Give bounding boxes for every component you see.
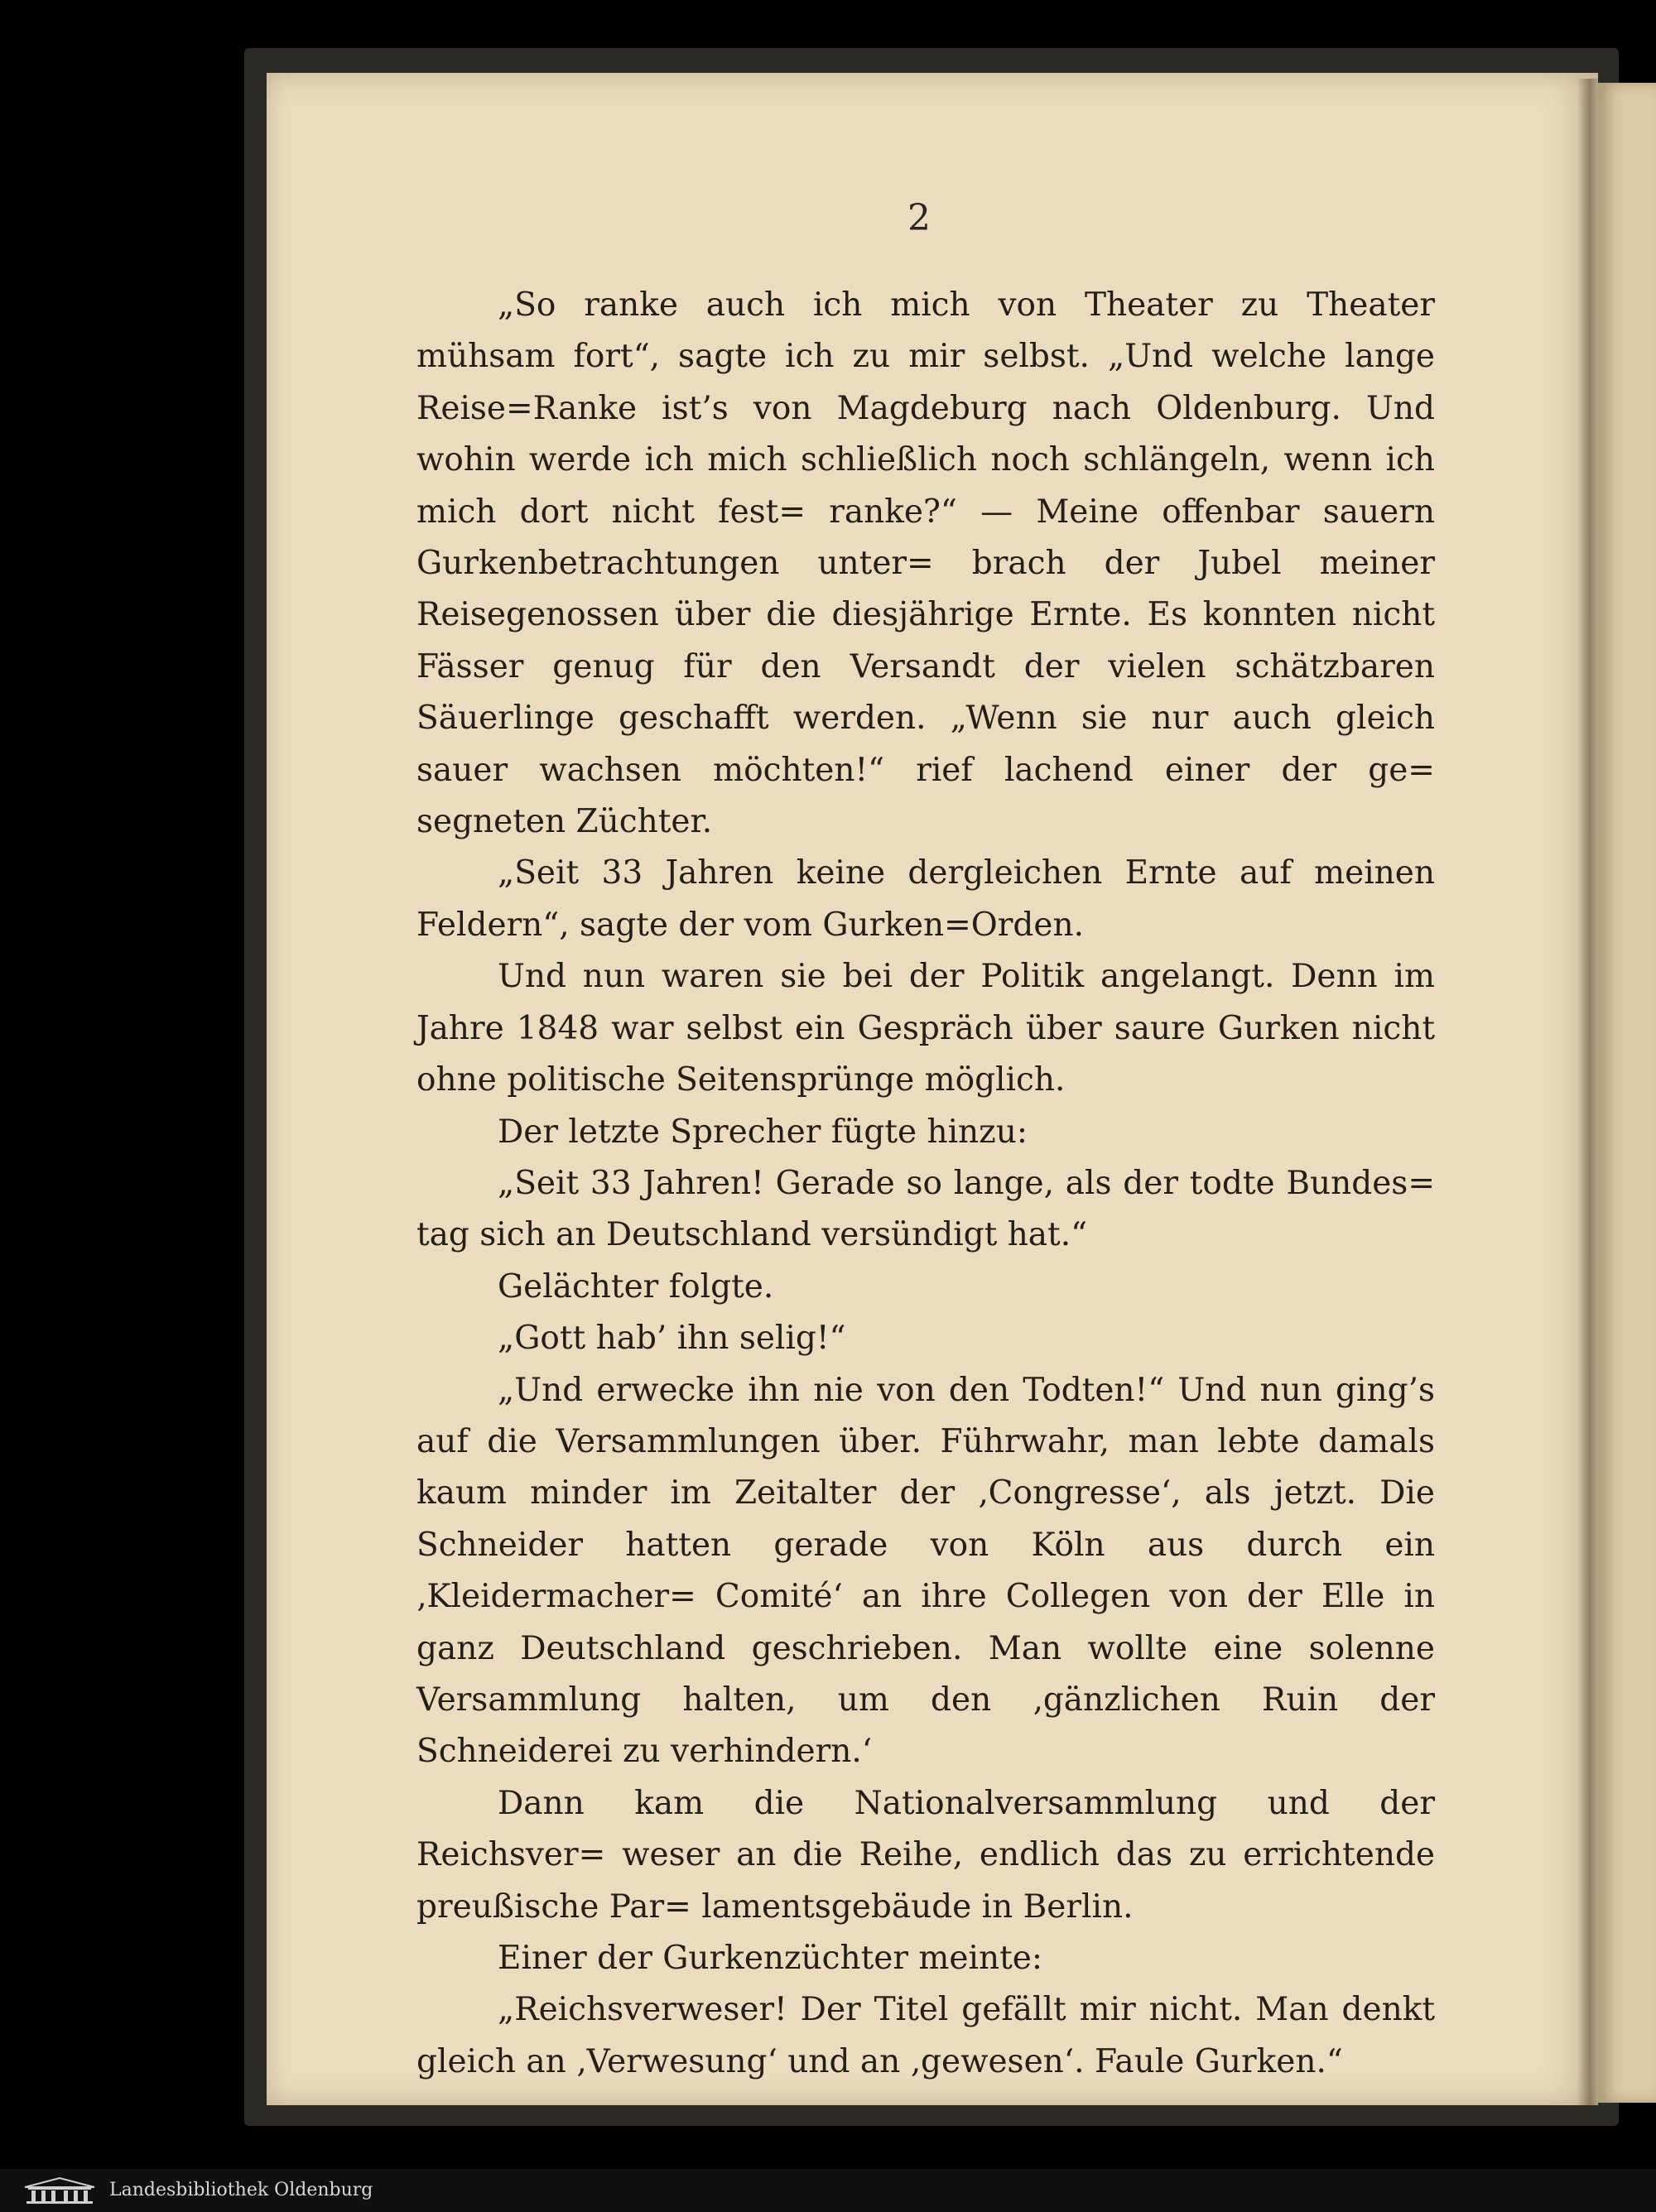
library-footer-banner	[0, 2169, 1656, 2212]
library-name: Landesbibliothek Oldenburg	[109, 2180, 373, 2200]
paragraph-6: Gelächter folgte.	[498, 1267, 774, 1306]
paragraph-4: Der letzte Sprecher fügte hinzu:	[498, 1113, 1028, 1151]
paragraph-7: „Gott hab’ ihn selig!“	[498, 1320, 846, 1358]
paragraph-5: „Seit 33 Jahren! Gerade so lange, als der todte Bundes= tag sich an Deutschland versündigt hat.“	[416, 1164, 1435, 1254]
paragraph-9: Dann kam die Nationalversammlung und der Reichsver= weser an die Reihe, endlich das zu errichtende preußische Par= lamentsgebäude in Berlin.	[416, 1784, 1435, 1926]
paragraph-11: „Reichsverweser! Der Titel gefällt mir nicht. Man denkt gleich an ‚Verwesung‘ und an ‚gewesen‘. Faule Gurken.“	[416, 1991, 1435, 2080]
page-number: 2	[907, 197, 931, 239]
next-page-edge	[1598, 83, 1656, 2103]
library-building-icon	[22, 2176, 98, 2205]
paragraph-2: „Seit 33 Jahren keine dergleichen Ernte auf meinen Feldern“, sagte der vom Gurken=Orden.	[416, 854, 1435, 944]
paragraph-3: Und nun waren sie bei der Politik angelangt. Denn im Jahre 1848 war selbst ein Gespräch über saure Gurken nicht ohne politische Seitensprünge möglich.	[416, 958, 1435, 1099]
paragraph-8: „Und erwecke ihn nie von den Todten!“ Und nun ging’s auf die Versammlungen über. Führwahr, man lebte damals kaum minder im Zeitalter der ‚Congresse‘, als jetzt. Die Schneider hatten gerade von Köln aus durch ein ‚Kleidermacher= Comité‘ an ihre Collegen von der Elle in ganz Deutschland geschrieben. Man wollte eine solenne Versammlung halten, um den ‚gänzlichen Ruin der Schneiderei zu verhindern.‘	[416, 1371, 1435, 1771]
page-body-text	[416, 280, 1435, 2088]
paragraph-10: Einer der Gurkenzüchter meinte:	[498, 1940, 1042, 1977]
paragraph-1: „So ranke auch ich mich von Theater zu Theater mühsam fort“, sagte ich zu mir selbst. „Und welche lange Reise=Ranke ist’s von Magdeburg nach Oldenburg. Und wohin werde ich mich schließlich noch schlängeln, wenn ich mich dort nicht fest= ranke?“ — Meine offenbar sauern Gurkenbetrachtungen unter= brach der Jubel meiner Reisegenossen über die diesjährige Ernte. Es konnten nicht Fässer genug für den Versandt der vielen schätzbaren Säuerlinge geschafft werden. „Wenn sie nur auch gleich sauer wachsen möchten!“ rief lachend einer der ge= segneten Züchter.	[416, 286, 1435, 841]
